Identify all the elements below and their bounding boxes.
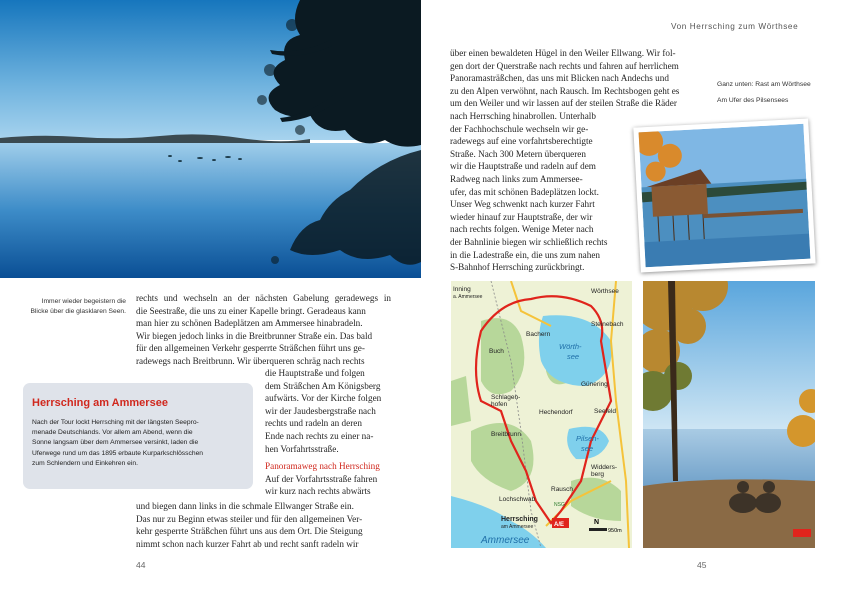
autumn-photo-image <box>643 281 815 548</box>
caption-line: Immer wieder begeistern die <box>41 298 126 305</box>
info-line: Uferwege rund um das 1895 erbaute Kurparkschlösschen <box>32 449 204 457</box>
text-line: ufer, das mit schönen Badeplätzen lockt. <box>450 186 599 197</box>
text-line: Panoramasträßchen, das uns mit Blicken nach Andechs und <box>450 73 669 84</box>
photo-caption <box>2 297 126 317</box>
route-map <box>451 281 632 548</box>
north-arrow: N <box>594 519 600 526</box>
text-line: nach Herrsching hinabrollen. Unterhalb <box>450 110 596 121</box>
left-text-narrow <box>265 367 393 498</box>
info-line: zum Schlendern und Einkehren ein. <box>32 459 138 467</box>
text-line: kehr gesperrte Sträßchen führt uns aus dem Ort. Die Steigung <box>136 526 363 537</box>
info-box-text <box>32 418 248 469</box>
lake-photo-image <box>0 0 421 278</box>
text-line: Ende nach rechts zu einer na- <box>265 430 374 441</box>
map-label: Seefeld <box>594 408 617 415</box>
text-line: wieder hinauf zur Hauptstraße, der wir <box>450 211 593 222</box>
map-label: a. Ammersee <box>453 294 483 300</box>
left-text-bottom <box>136 500 391 550</box>
text-line: dem Sträßchen Am Königsberg <box>265 380 381 391</box>
text-line: wir der Jaudesbergstraße nach <box>265 405 376 416</box>
map-label: Widders- <box>591 464 618 471</box>
text-line: hen Vorfahrtsstraße. <box>265 443 339 454</box>
info-box <box>23 383 253 489</box>
info-line: Sonne langsam über dem Ammersee versinkt, laden die <box>32 439 199 447</box>
map-label: am Ammersee <box>501 524 534 530</box>
text-line: der Fachhochschule wechseln wir ge- <box>450 123 589 134</box>
section-subheading: Panoramaweg nach Herrsching <box>265 461 380 472</box>
map-label: Wörth- <box>559 342 582 351</box>
map-label: Pilsen- <box>576 434 599 443</box>
running-title: Von Herrsching zum Wörthsee <box>671 22 799 31</box>
boathouse-photo-image <box>639 124 811 267</box>
text-line: Wir biegen jedoch links in die Breitbrunner Straße ein. Das bald <box>136 330 373 341</box>
text-line: und biegen dann links in die schmale Ellwanger Straße ein. <box>136 501 354 511</box>
text-line: wir die Hauptstraße und radeln auf dem <box>450 161 596 172</box>
text-line: Auf der Vorfahrtsstraße fahren <box>265 473 378 484</box>
text-line: wir kurz nach rechts abwärts <box>265 486 371 497</box>
text-line: Straße. Nach 300 Metern überqueren <box>450 148 586 159</box>
text-line: man hier zu schönen Badeplätzen am Ammersee hinabradeln. <box>136 318 363 329</box>
map-label: Rausch <box>551 486 574 493</box>
caption-line: Blicke über die glasklaren Seen. <box>30 308 126 315</box>
caption-line: Am Ufer des Pilsensees <box>717 97 789 104</box>
text-line: radewegs nach Breitbrunn. Wir überqueren schräg nach rechts <box>136 355 365 366</box>
route-map-image <box>451 281 632 548</box>
map-label: 950m <box>608 528 622 534</box>
text-line: nimmt schon nach kurzer Fahrt ab und recht sanft radeln wir <box>136 538 359 549</box>
map-label: Hechendorf <box>539 409 573 416</box>
text-line: zu den Alpen verwöhnt, nach Rausch. Im Rechtsbogen geht es <box>450 85 680 96</box>
map-label: Günering <box>581 381 608 388</box>
text-line: um den Weiler und wir lassen auf der steilen Straße die Räder <box>450 98 677 109</box>
autumn-photo <box>643 281 815 548</box>
page-number-left: 44 <box>136 560 146 570</box>
page-number-right: 45 <box>697 560 707 570</box>
map-label: Schlagen- <box>491 394 521 401</box>
map-label: see <box>581 444 594 453</box>
info-box-title: Herrsching am Ammersee <box>32 397 168 409</box>
text-line: für den allgemeinen Verkehr gesperrte Sträßchen führt uns ge- <box>136 343 365 354</box>
map-label: berg <box>591 471 605 478</box>
boathouse-photo <box>633 119 815 273</box>
map-label: hofen <box>491 401 508 408</box>
text-line: nach rechts folgen. Wenige Meter nach <box>450 224 594 235</box>
lake-photo <box>0 0 421 278</box>
text-line: über einen bewaldeten Hügel in den Weiler Ellwang. Wir fol- <box>450 48 676 58</box>
info-line: menade Deutschlands. Vor allem am Abend, wenn die <box>32 429 193 437</box>
map-label: Ammersee <box>481 535 530 546</box>
text-line: die Seestraße, die uns zu einer Kapelle bringt. Geradeaus kann <box>136 305 366 316</box>
caption-line: Ganz unten: Rast am Wörthsee <box>717 81 811 88</box>
text-line: gen dort der Querstraße nach rechts und fahren auf herrlichem <box>450 60 679 71</box>
map-label: A/E <box>554 522 565 528</box>
right-captions <box>717 80 827 106</box>
map-label: Lochschwab <box>499 496 536 503</box>
map-label: Inning <box>453 286 471 293</box>
text-line: der Bahnlinie biegen wir schließlich rechts <box>450 236 608 247</box>
text-line: Das nur zu Beginn etwas steiler und für den allgemeinen Ver- <box>136 513 363 524</box>
map-label: Wörthsee <box>591 288 619 295</box>
text-line: radewegs auf eine vorfahrtsberechtigte <box>450 136 593 147</box>
map-label: Steinebach <box>591 321 624 328</box>
text-line: Radweg nach links zum Ammersee- <box>450 173 583 184</box>
map-label: see <box>567 352 580 361</box>
text-line: S-Bahnhof Herrsching zurückbringt. <box>450 262 585 273</box>
text-line: rechts und radeln an deren <box>265 418 362 429</box>
map-label: Breitbrunn <box>491 431 521 438</box>
map-label: Herrsching <box>501 516 538 523</box>
text-line: aufwärts. Vor der Kirche folgen <box>265 393 382 404</box>
map-label: Buch <box>489 348 504 355</box>
text-line: in die Ladestraße ein, die uns zum nahen <box>450 249 601 260</box>
map-label: NSG <box>554 502 565 508</box>
scale-bar <box>589 528 607 531</box>
text-line: Unser Weg schwenkt nach kurzer Fahrt <box>450 199 595 210</box>
map-label: Bachern <box>526 331 551 338</box>
text-line: rechts und wechseln an der nächsten Gabelung geradewegs in <box>136 293 391 303</box>
info-line: Nach der Tour lockt Herrsching mit der längsten Seepro- <box>32 419 199 426</box>
text-line: die Hauptstraße und folgen <box>265 368 365 378</box>
left-text-column <box>136 292 391 368</box>
